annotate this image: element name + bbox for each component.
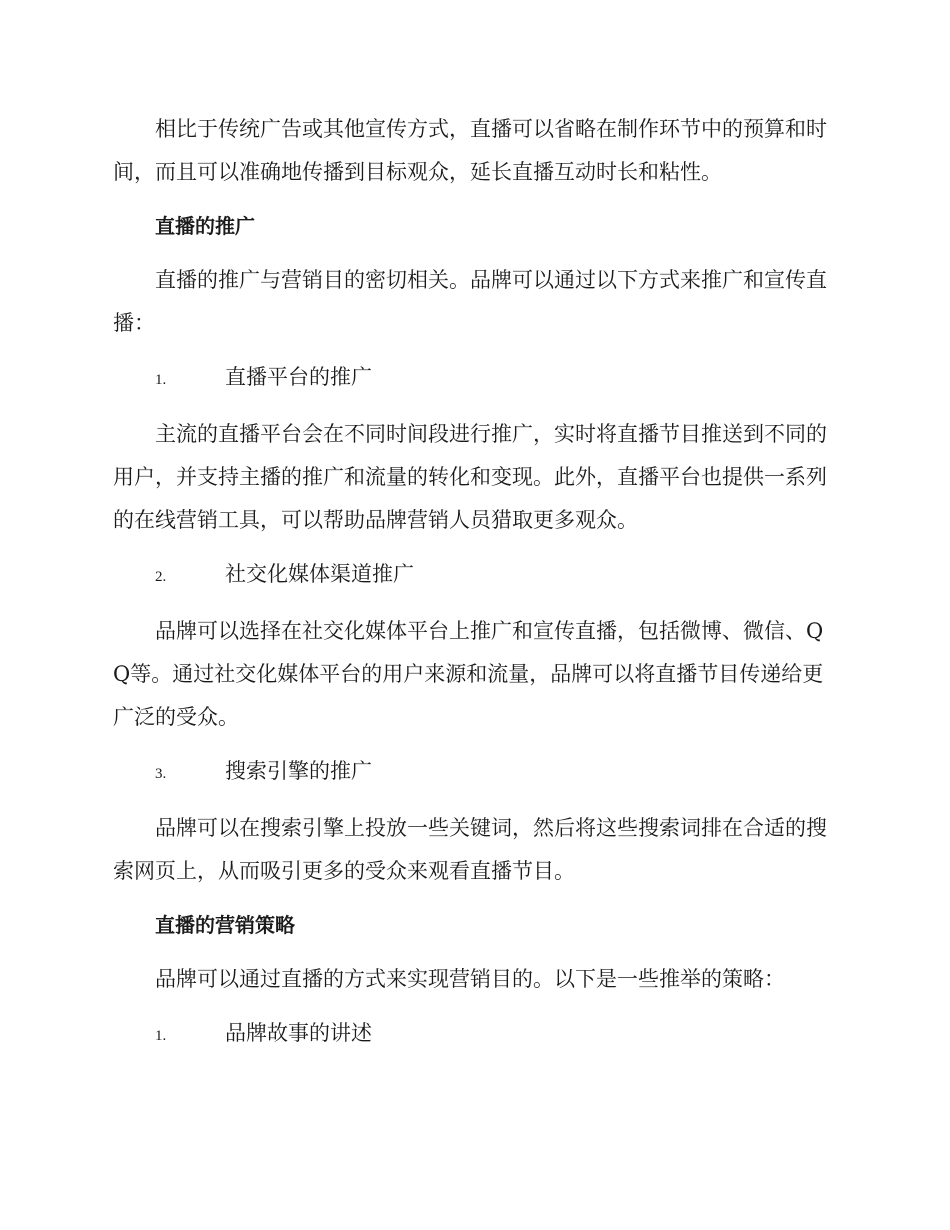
- intro-paragraph: 相比于传统广告或其他宣传方式，直播可以省略在制作环节中的预算和时间，而且可以准确地传播到目标观众，延长直播互动时长和粘性。: [113, 117, 827, 184]
- document-body: [113, 108, 835, 1058]
- list-number: 1.: [155, 1028, 167, 1044]
- list-number: 3.: [155, 766, 167, 782]
- list-item-platform-promotion: [113, 356, 835, 402]
- strategy-paragraph: 品牌可以通过直播的方式来实现营销目的。以下是一些推举的策略：: [155, 967, 785, 991]
- list-number: 2.: [155, 569, 167, 585]
- list-item-title: 品牌故事的讲述: [225, 1021, 372, 1045]
- heading-live-promotion: 直播的推广: [155, 214, 255, 238]
- list-item-social-media-promotion: [113, 553, 835, 599]
- search-engine-paragraph: 品牌可以在搜索引擎上投放一些关键词，然后将这些搜索词排在合适的搜索网页上，从而吸引更多的受众来观看直播节目。: [113, 816, 827, 883]
- promotion-paragraph: 直播的推广与营销目的密切相关。品牌可以通过以下方式来推广和宣传直播：: [113, 268, 827, 335]
- list-item-brand-story: [113, 1012, 835, 1058]
- platform-promotion-paragraph: 主流的直播平台会在不同时间段进行推广，实时将直播节目推送到不同的用户，并支持主播的推广和流量的转化和变现。此外，直播平台也提供一系列的在线营销工具，可以帮助品牌营销人员猎取更多观众。: [113, 422, 827, 532]
- heading-marketing-strategy: 直播的营销策略: [155, 913, 295, 937]
- social-media-paragraph: 品牌可以选择在社交化媒体平台上推广和宣传直播，包括微博、微信、QQ等。通过社交化媒体平台的用户来源和流量，品牌可以将直播节目传递给更广泛的受众。: [113, 619, 824, 729]
- list-item-title: 搜索引擎的推广: [225, 759, 372, 783]
- list-item-search-engine-promotion: [113, 750, 835, 796]
- list-item-title: 直播平台的推广: [225, 365, 372, 389]
- list-item-title: 社交化媒体渠道推广: [225, 562, 414, 586]
- list-number: 1.: [155, 372, 167, 388]
